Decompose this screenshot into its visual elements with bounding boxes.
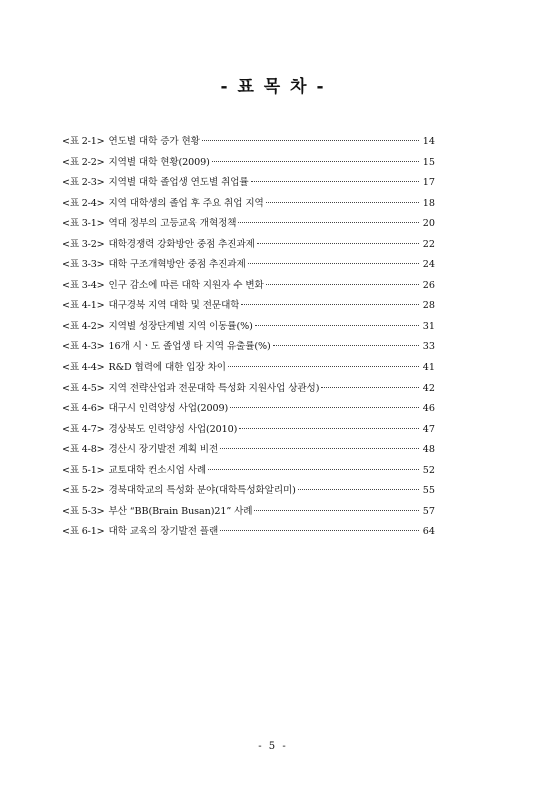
- toc-entry-page: 64: [422, 526, 435, 538]
- toc-entry-page: 17: [422, 177, 435, 189]
- toc-entry[interactable]: [62, 276, 435, 297]
- toc-entry-number: <표 4-6>: [62, 403, 105, 415]
- toc-entry-number: <표 3-3>: [62, 259, 105, 271]
- toc-entry[interactable]: [62, 255, 435, 276]
- toc-entry-page: 57: [422, 505, 435, 517]
- toc-entry[interactable]: [62, 132, 435, 153]
- toc-entry-page: 47: [422, 423, 435, 435]
- toc-entry-number: <표 4-5>: [62, 382, 105, 394]
- toc-entry[interactable]: [62, 317, 435, 338]
- toc-entry-label: R&D 협력에 대한 입장 차이: [108, 362, 226, 374]
- toc-entry-number: <표 2-4>: [62, 197, 105, 209]
- toc-entry-page: 42: [422, 382, 435, 394]
- toc-entry-page: 33: [422, 341, 435, 353]
- toc-entry-page: 14: [422, 136, 435, 147]
- toc-entry-page: 26: [422, 279, 435, 291]
- toc-entry-page: 24: [422, 259, 435, 271]
- toc-entry-page: 18: [422, 197, 435, 209]
- toc-leader-dots: [220, 448, 419, 449]
- toc-leader-dots: [255, 325, 419, 326]
- toc-entry-page: 31: [422, 320, 435, 332]
- toc-entry[interactable]: [62, 235, 435, 256]
- toc-entry-label: 부산 “BB(Brain Busan)21” 사례: [108, 505, 253, 517]
- toc-entry[interactable]: [62, 440, 435, 461]
- toc-leader-dots: [266, 284, 419, 285]
- toc-leader-dots: [273, 345, 419, 346]
- toc-entry-page: 15: [422, 156, 435, 168]
- toc-entry[interactable]: [62, 214, 435, 235]
- toc-entry-number: <표 3-1>: [62, 218, 105, 230]
- toc-entry-number: <표 3-4>: [62, 279, 105, 291]
- toc-entry-number: <표 2-1>: [62, 136, 105, 147]
- toc-entry-label: 인구 감소에 따른 대학 지원자 수 변화: [108, 279, 264, 291]
- toc-leader-dots: [257, 243, 419, 244]
- toc-leader-dots: [241, 304, 419, 305]
- toc-leader-dots: [248, 263, 419, 264]
- toc-entry-page: 22: [422, 238, 435, 250]
- toc-entry-label: 대구경북 지역 대학 및 전문대학: [108, 300, 240, 312]
- toc-leader-dots: [238, 222, 419, 223]
- toc-entry-label: 역대 정부의 고등교육 개혁정책: [108, 218, 237, 230]
- page-number: - 5 -: [258, 741, 288, 752]
- toc-entry-number: <표 2-2>: [62, 156, 105, 168]
- toc-leader-dots: [239, 428, 419, 429]
- toc-entry[interactable]: [62, 522, 435, 543]
- toc-entry-label: 경산시 장기발전 계획 비전: [108, 444, 219, 456]
- toc-entry-label: 대학경쟁력 강화방안 중점 추진과제: [108, 238, 255, 250]
- toc-entry-page: 20: [422, 218, 435, 230]
- toc-entry-number: <표 4-1>: [62, 300, 105, 312]
- toc-entry-label: 대구시 인력양성 사업(2009): [108, 403, 229, 415]
- toc-entry-label: 지역별 대학 현황(2009): [108, 156, 210, 168]
- table-of-contents: [62, 132, 435, 543]
- toc-entry-label: 경상북도 인력양성 사업(2010): [108, 423, 238, 435]
- toc-entry-number: <표 4-7>: [62, 423, 105, 435]
- toc-leader-dots: [212, 161, 419, 162]
- toc-leader-dots: [202, 140, 419, 141]
- toc-entry[interactable]: [62, 173, 435, 194]
- toc-entry[interactable]: [62, 502, 435, 523]
- toc-entry-number: <표 5-3>: [62, 505, 105, 517]
- toc-entry[interactable]: [62, 379, 435, 400]
- toc-leader-dots: [254, 510, 419, 511]
- toc-entry-page: 52: [422, 464, 435, 476]
- toc-entry[interactable]: [62, 337, 435, 358]
- toc-entry-number: <표 4-2>: [62, 320, 105, 332]
- toc-entry-number: <표 6-1>: [62, 526, 105, 538]
- toc-entry-label: 지역 전략산업과 전문대학 특성화 지원사업 상관성): [108, 382, 320, 394]
- toc-entry-label: 경북대학교의 특성화 분야(대학특성화알리미): [108, 485, 296, 497]
- toc-entry-label: 대학 구조개혁방안 중점 추진과제: [108, 259, 246, 271]
- toc-entry-page: 46: [422, 403, 435, 415]
- toc-leader-dots: [298, 489, 419, 490]
- toc-entry[interactable]: [62, 461, 435, 482]
- toc-entry[interactable]: [62, 420, 435, 441]
- toc-entry-number: <표 4-8>: [62, 444, 105, 456]
- toc-leader-dots: [228, 366, 419, 367]
- toc-entry-number: <표 5-1>: [62, 464, 105, 476]
- toc-entry-label: 대학 교육의 장기발전 플랜: [108, 526, 219, 538]
- page-title: - 표 목 차 -: [220, 77, 326, 97]
- toc-entry-page: 28: [422, 300, 435, 312]
- toc-entry-label: 연도별 대학 증가 현황: [108, 136, 200, 147]
- toc-entry[interactable]: [62, 358, 435, 379]
- toc-leader-dots: [251, 181, 419, 182]
- toc-entry[interactable]: [62, 296, 435, 317]
- toc-entry-page: 48: [422, 444, 435, 456]
- toc-leader-dots: [266, 202, 419, 203]
- toc-entry-label: 지역 대학생의 졸업 후 주요 취업 지역: [108, 197, 264, 209]
- toc-entry-page: 41: [422, 362, 435, 374]
- toc-entry-number: <표 5-2>: [62, 485, 105, 497]
- toc-leader-dots: [208, 469, 419, 470]
- toc-leader-dots: [321, 387, 419, 388]
- toc-entry[interactable]: [62, 481, 435, 502]
- toc-entry-number: <표 2-3>: [62, 177, 105, 189]
- toc-leader-dots: [220, 530, 419, 531]
- toc-entry[interactable]: [62, 194, 435, 215]
- toc-entry[interactable]: [62, 153, 435, 174]
- toc-entry[interactable]: [62, 399, 435, 420]
- toc-leader-dots: [230, 407, 419, 408]
- toc-entry-label: 교토대학 컨소시엄 사례: [108, 464, 207, 476]
- toc-entry-number: <표 4-4>: [62, 362, 105, 374]
- toc-entry-number: <표 4-3>: [62, 341, 105, 353]
- toc-entry-label: 16개 시ㆍ도 졸업생 타 지역 유출률(%): [108, 341, 271, 353]
- toc-entry-label: 지역별 대학 졸업생 연도별 취업률: [108, 177, 249, 189]
- toc-entry-number: <표 3-2>: [62, 238, 105, 250]
- toc-entry-label: 지역별 성장단계별 지역 이동률(%): [108, 320, 253, 332]
- toc-entry-page: 55: [422, 485, 435, 497]
